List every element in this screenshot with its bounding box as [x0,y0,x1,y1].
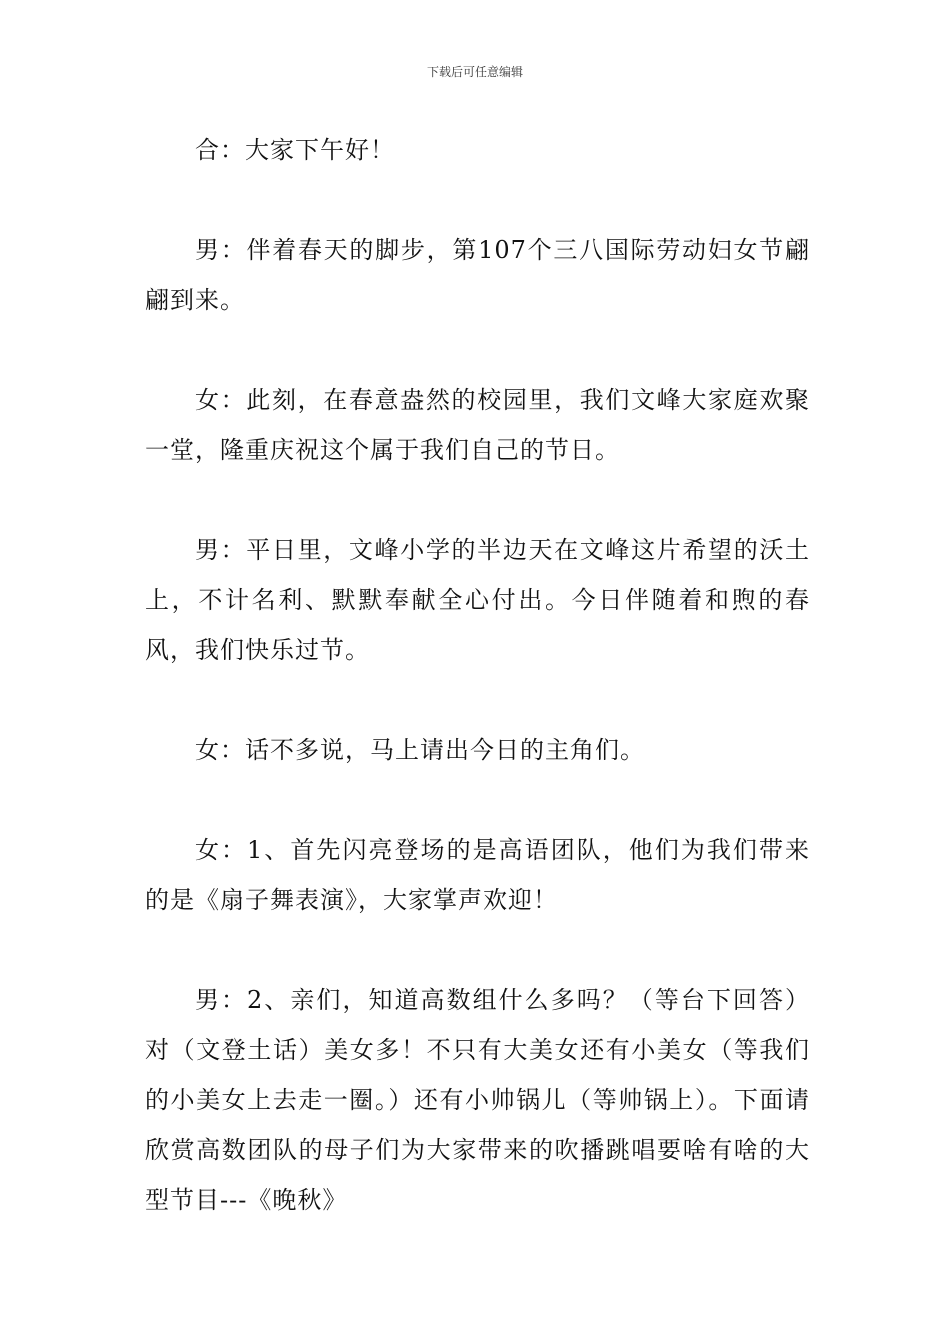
paragraph-program-1: 女：1、首先闪亮登场的是高语团队，他们为我们带来的是《扇子舞表演》，大家掌声欢迎！ [145,836,810,914]
paragraph-male-intro: 男：伴着春天的脚步，第107个三八国际劳动妇女节翩翩到来。 [145,236,810,314]
paragraph-female-intro: 女：此刻，在春意盎然的校园里，我们文峰大家庭欢聚一堂，隆重庆祝这个属于我们自己的节日。 [145,386,810,464]
paragraph-male-praise: 男：平日里，文峰小学的半边天在文峰这片希望的沃土上，不计名利、默默奉献全心付出。今日伴随着和煦的春风，我们快乐过节。 [145,536,810,664]
paragraph-greeting: 合：大家下午好！ [195,136,395,164]
page-header: 下载后可任意编辑 [426,65,523,79]
paragraph-female-transition: 女：话不多说，马上请出今日的主角们。 [195,736,645,764]
paragraph-program-2: 男：2、亲们，知道高数组什么多吗？（等台下回答）对（文登土话）美女多！不只有大美女还有小美女（等我们的小美女上去走一圈。）还有小帅锅儿（等帅锅上）。下面请欣赏高数团队的母子们为大家带来的吹播跳唱要啥有啥的大型节目---《晚秋》 [145,986,810,1214]
